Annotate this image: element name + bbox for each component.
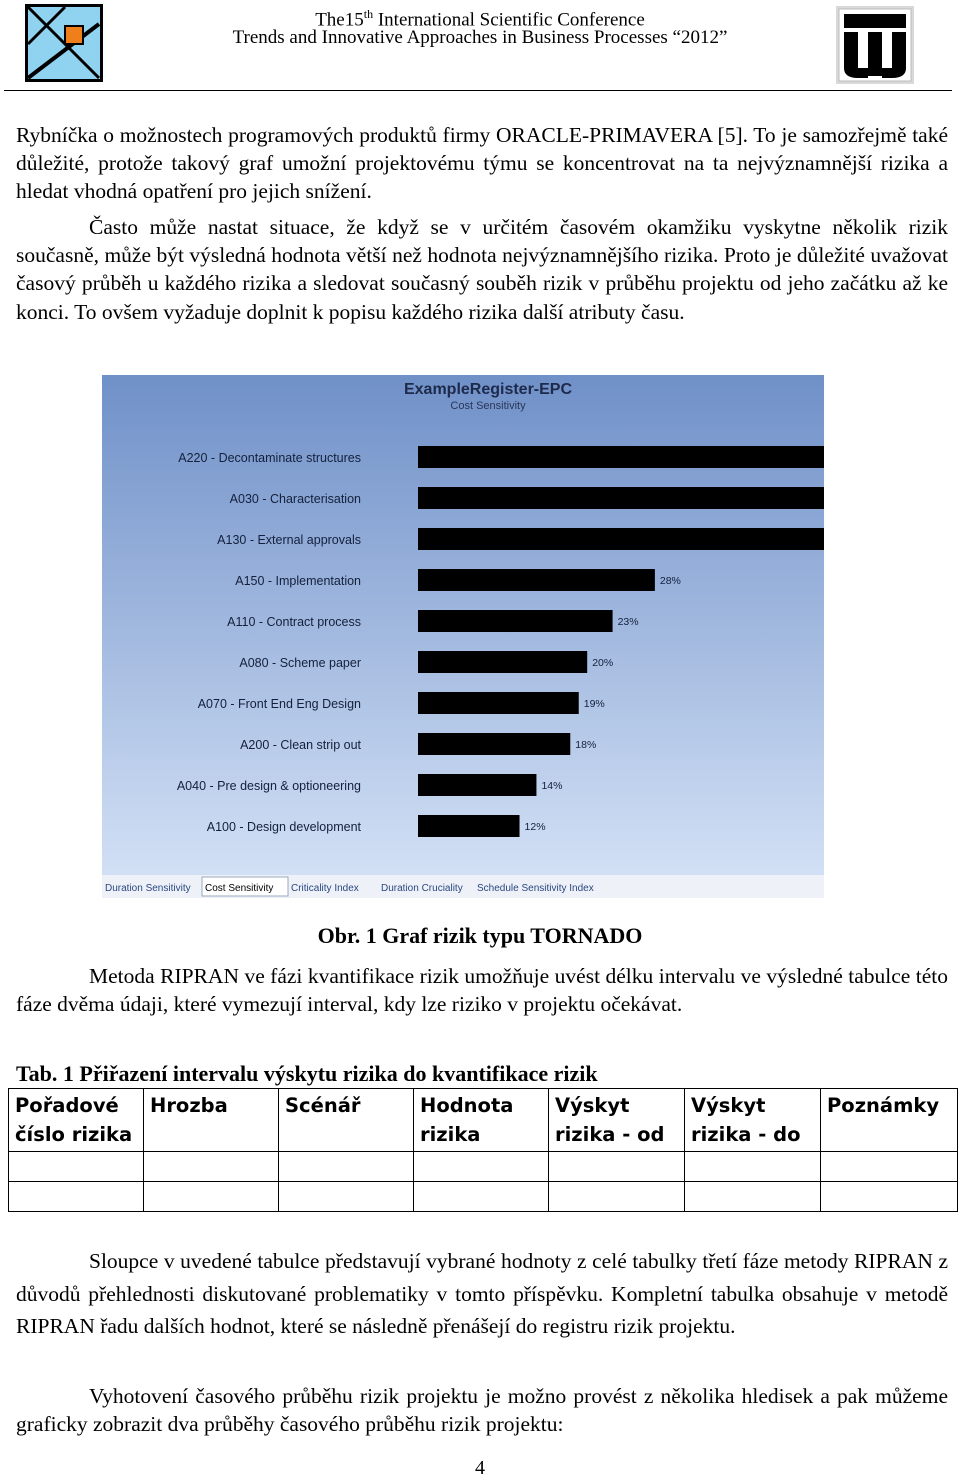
chart-subtitle: Cost Sensitivity (450, 400, 526, 412)
table-cell (144, 1152, 279, 1182)
bar-category-label: A100 - Design development (206, 820, 361, 834)
chart-tab[interactable]: Duration Sensitivity (105, 883, 191, 894)
chart-tab[interactable]: Criticality Index (291, 883, 359, 894)
bar-value-label: 19% (583, 698, 605, 710)
bar-value-label: 18% (575, 739, 597, 751)
bar (418, 651, 587, 673)
table-caption: Tab. 1 Přiřazení intervalu výskytu rizika do kvantifikace rizik (16, 1061, 598, 1086)
table-cell (279, 1152, 414, 1182)
header-threat: Hrozba (144, 1089, 279, 1152)
header-occurrence-to: Výskyt rizika - do (685, 1089, 821, 1152)
table-cell (414, 1182, 549, 1212)
table-cell (549, 1152, 685, 1182)
paragraph-risk-overlap: Často může nastat situace, že když se v určitém časovém okamžiku vyskytne několik rizik současně, může být výsledná hodnota větší než hodnota nejvýznamnějšího rizika. Proto je důležité uvažovat časový průběh u každého rizika a sledovat současný souběh rizik v průběhu projektu od jeho začátku až ke konci. To ovšem vyžaduje doplnit k popisu každého rizika další atributy času. (16, 215, 948, 324)
bar (418, 528, 824, 550)
risk-interval-table (8, 1088, 958, 1212)
chart-tab[interactable]: Cost Sensitivity (205, 883, 274, 894)
tornado-chart (102, 375, 824, 898)
bar-category-label: A130 - External approvals (217, 533, 361, 547)
chart-tab[interactable]: Schedule Sensitivity Index (477, 883, 594, 894)
header-notes: Poznámky (821, 1089, 958, 1152)
figure-caption: Obr. 1 Graf rizik typu TORNADO (317, 923, 643, 948)
bar-category-label: A030 - Characterisation (229, 492, 361, 506)
bar-value-label: 14% (541, 780, 563, 792)
page-number: 4 (475, 1457, 485, 1479)
bar (418, 610, 613, 632)
paragraph-intro: Rybníčka o možnostech programových produktů firmy ORACLE-PRIMAVERA [5]. To je samozřejmě také důležité, protože takový graf umožní projektovému týmu se koncentrovat na ta nejvýznamnější rizika a hledat vhodná opatření pro jejich snížení. (16, 123, 948, 204)
table-cell (414, 1152, 549, 1182)
bar (418, 487, 824, 509)
bar-value-label: 12% (524, 821, 546, 833)
header-conference-title: Trends and Innovative Approaches in Business Processes “2012” (232, 27, 728, 48)
bar-category-label: A150 - Implementation (235, 574, 361, 588)
table-cell (685, 1182, 821, 1212)
table-cell (549, 1182, 685, 1212)
paragraph-table-columns: Sloupce v uvedené tabulce představují vybrané hodnoty z celé tabulky třetí fáze metody RIPRAN z důvodů přehlednosti diskutované problematiky v tomto příspěvku. Kompletní tabulka obsahuje v metodě RIPRAN řadu dalších hodnot, které se následně přenášejí do registru rizik projektu. (16, 1249, 948, 1338)
paragraph-time-course: Vyhotovení časového průběhu rizik projektu je možno provést z několika hledisek a pak můžeme graficky zobrazit dva průběhy časového průběhu rizik projektu: (16, 1384, 948, 1437)
bar (418, 815, 520, 837)
university-logo-icon (836, 6, 914, 84)
table-row (9, 1182, 958, 1212)
bar-category-label: A040 - Pre design & optioneering (176, 779, 361, 793)
header-order-number: Pořadové číslo rizika (9, 1089, 144, 1152)
bar-value-label: 23% (617, 616, 639, 628)
bar (418, 774, 536, 796)
bar-category-label: A080 - Scheme paper (239, 656, 361, 670)
bar-category-label: A110 - Contract process (227, 615, 361, 629)
header-risk-value: Hodnota rizika (414, 1089, 549, 1152)
header-occurrence-from: Výskyt rizika - od (549, 1089, 685, 1152)
table-row (9, 1152, 958, 1182)
bar-category-label: A220 - Decontaminate structures (178, 451, 361, 465)
table-cell (685, 1152, 821, 1182)
bar-value-label: 20% (592, 657, 614, 669)
bar-category-label: A200 - Clean strip out (240, 738, 361, 752)
bar-value-label: 28% (659, 575, 681, 587)
table-cell (9, 1152, 144, 1182)
table-header-row (9, 1089, 958, 1152)
chart-tab[interactable]: Duration Cruciality (381, 883, 463, 894)
bar (418, 446, 824, 468)
table-cell (279, 1182, 414, 1212)
table-cell (9, 1182, 144, 1212)
table-cell (144, 1182, 279, 1212)
chart-title: ExampleRegister-EPC (403, 381, 573, 398)
bar (418, 692, 579, 714)
paragraph-ripran-method: Metoda RIPRAN ve fázi kvantifikace rizik umožňuje uvést délku intervalu ve výsledné tabulce této fáze dvěma údaji, které vymezují interval, kdy lze riziko v projektu očekávat. (16, 964, 948, 1017)
bar-category-label: A070 - Front End Eng Design (197, 697, 361, 711)
bar (418, 733, 570, 755)
bar (418, 569, 655, 591)
header-conference-edition: The15th International Scientific Conference (315, 7, 645, 31)
header-scenario: Scénář (279, 1089, 414, 1152)
table-cell (821, 1152, 958, 1182)
header-divider (4, 90, 952, 91)
table-cell (821, 1182, 958, 1212)
